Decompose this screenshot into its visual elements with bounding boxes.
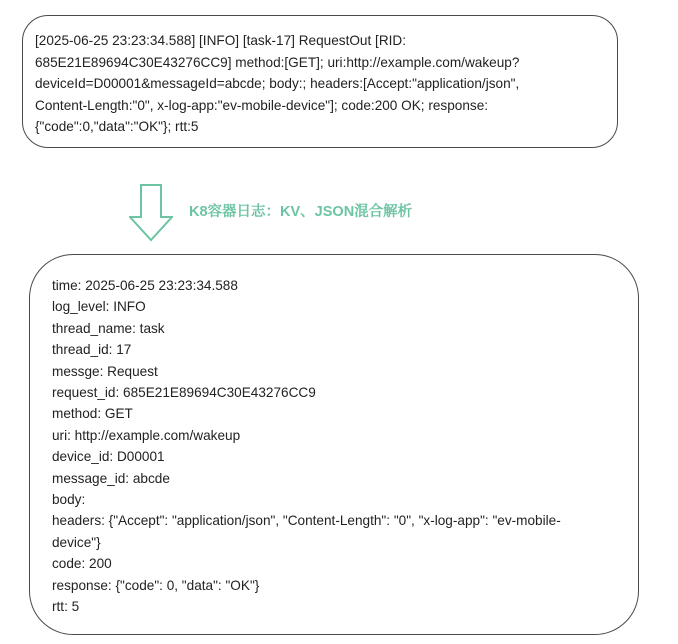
parsed-log-box xyxy=(29,254,639,635)
parsed-field: uri: http://example.com/wakeup xyxy=(52,427,241,443)
parsed-field: thread_name: task xyxy=(52,320,165,336)
parsed-field: log_level: INFO xyxy=(52,299,146,315)
raw-log-line: [2025-06-25 23:23:34.588] [INFO] [task-17] RequestOut [RID: xyxy=(35,33,407,48)
parsed-field: request_id: 685E21E89694C30E43276CC9 xyxy=(52,385,316,401)
raw-log-box xyxy=(22,15,618,148)
parsed-field: thread_id: 17 xyxy=(52,342,132,358)
parsed-field: time: 2025-06-25 23:23:34.588 xyxy=(52,278,238,293)
parsed-field: messge: Request xyxy=(52,363,158,379)
parsed-field: rtt: 5 xyxy=(52,599,80,615)
parsed-field: message_id: abcde xyxy=(52,470,170,486)
parsed-field: code: 200 xyxy=(52,556,112,572)
parsed-field: body: xyxy=(52,492,86,508)
transform-caption: K8容器日志：KV、JSON混合解析 xyxy=(189,204,413,220)
parsed-field: device"} xyxy=(52,534,101,550)
parsed-field: device_id: D00001 xyxy=(52,449,165,465)
raw-log-line: {"code":0,"data":"OK"}; rtt:5 xyxy=(35,119,199,135)
raw-log-line: deviceId=D00001&messageId=abcde; body:; headers:[Accept:"application/json", xyxy=(35,76,520,92)
parsed-field: method: GET xyxy=(52,406,133,422)
raw-log-line: 685E21E89694C30E43276CC9] method:[GET]; uri:http://example.com/wakeup? xyxy=(35,54,520,70)
raw-log-line: Content-Length:"0", x-log-app:"ev-mobile-device"]; code:200 OK; response: xyxy=(35,97,489,113)
down-arrow-icon xyxy=(129,184,173,242)
parsed-field: headers: {"Accept": "application/json", "Content-Length": "0", "x-log-app": "ev-mobile- xyxy=(52,513,561,529)
parsed-field: response: {"code": 0, "data": "OK"} xyxy=(52,577,260,593)
